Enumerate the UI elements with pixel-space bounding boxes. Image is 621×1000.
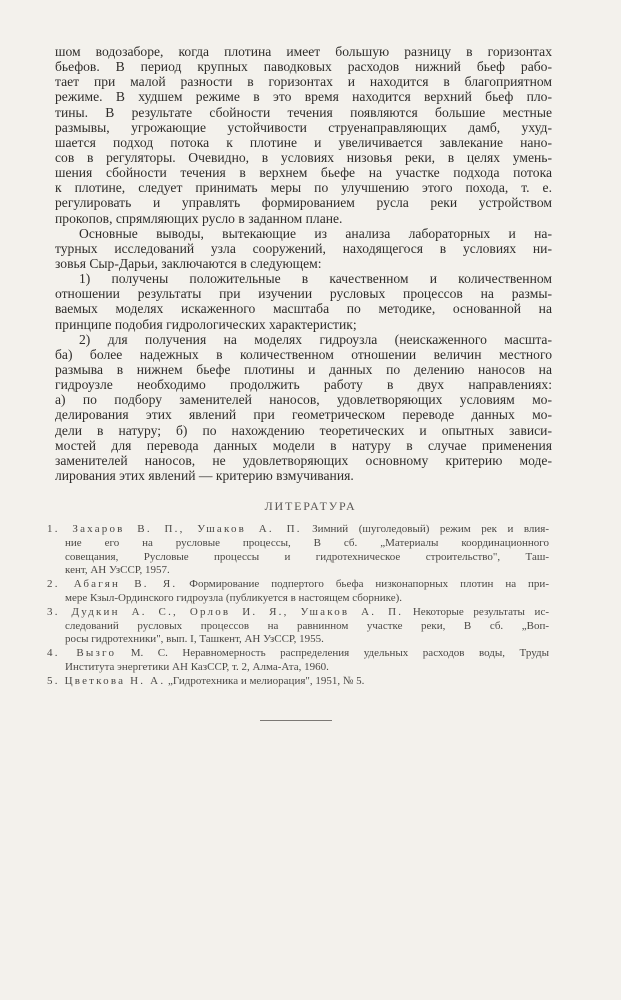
body-line: к плотине, следует принимать меры по улучшению этого похода, т. е. xyxy=(55,180,552,196)
reference-text: „Гидротехника и мелиорация", 1951, № 5. xyxy=(165,674,365,687)
body-line: отношении результаты при изучении русловых процессов на размы- xyxy=(55,286,552,302)
reference-text: Института энергетики АН КазССР, т. 2, Алма-Ата, 1960. xyxy=(65,660,329,673)
body-line: ба) более надежных в количественном отношении величин местного xyxy=(55,346,552,362)
reference-authors: 2. Абагян В. Я. xyxy=(47,578,178,591)
body-line: лирования этих явлений — критерию взмучивания. xyxy=(55,467,354,483)
reference-item xyxy=(47,606,549,647)
body-line: дели в натуру; б) по нахождению теоретических и опытных зависи- xyxy=(55,422,552,438)
body-line: шается подход потока к плотине и увеличивается завлекание нано- xyxy=(55,134,552,150)
reference-text: Некоторые результаты ис- xyxy=(403,605,549,618)
body-line: 1) получены положительные в качественном и количественном xyxy=(79,271,552,287)
reference-text: кент, АН УзССР, 1957. xyxy=(65,564,170,577)
reference-item xyxy=(47,675,549,689)
body-line: размывы, угрожающие устойчивости струенаправляющих дамб, ухуд- xyxy=(55,119,552,135)
reference-authors: 1. Захаров В. П., Ушаков А. П. xyxy=(47,523,302,535)
body-line: режиме. В худшем режиме в это время находится верхний бьеф пло- xyxy=(55,89,552,105)
reference-line xyxy=(47,675,549,689)
body-line: делирования этих явлений при геометрическом переводе данных мо- xyxy=(55,407,552,423)
body-line: а) по подбору заменителей наносов, удовлетворяющих условиям мо- xyxy=(55,392,552,408)
body-line: ваемых моделях искаженного масштаба по методике, основанной на xyxy=(55,301,552,317)
reference-line xyxy=(47,537,549,551)
body-line: заменителей наносов, не удовлетворяющих основному критерию моде- xyxy=(55,452,552,468)
body-line: мостей для перевода данных модели в натуру в случае применения xyxy=(55,437,552,453)
reference-authors: 5. Цветкова Н. А. xyxy=(47,674,166,687)
reference-item xyxy=(47,647,549,675)
reference-text: Зимний (шуголедовый) режим рек и влия- xyxy=(301,523,549,535)
body-line: прокопов, спрямляющих русло в заданном плане. xyxy=(55,210,343,226)
body-line: бьефов. В период крупных паводковых расходов нижний бьеф рабо- xyxy=(55,59,552,75)
body-line: регулировать и управлять формированием русла реки устройством xyxy=(55,195,552,211)
reference-text: Формирование подпертого бьефа низконапорных плотин на при- xyxy=(177,578,549,591)
reference-item xyxy=(47,523,549,578)
reference-authors: 3. Дудкин А. С., Орлов И. Я., Ушаков А. П. xyxy=(47,605,404,618)
reference-text: мере Кзыл-Ординского гидроузла (публикуется в настоящем сборнике). xyxy=(65,591,403,604)
reference-line xyxy=(47,647,549,661)
reference-text: М. С. Неравномерность распределения удельных расходов воды, Труды xyxy=(116,647,549,660)
reference-text: следований русловых процессов на равнинном участке реки, В сб. „Воп- xyxy=(65,619,549,632)
body-line: 2) для получения на моделях гидроузла (неискаженного масшта- xyxy=(79,331,552,347)
body-text xyxy=(55,44,552,483)
body-line: размыва в нижнем бьефе плотины и данных по делению наносов на xyxy=(55,361,552,377)
reference-authors: 4. Вызго xyxy=(47,647,117,660)
body-line: гидроузле необходимо продолжить работу в двух направлениях: xyxy=(55,377,552,393)
body-line: шения сбойности течения в верхнем бьефе на участке подхода потока xyxy=(55,165,552,181)
references-heading: ЛИТЕРАТУРА xyxy=(264,499,357,513)
body-line: зовья Сыр-Дарьи, заключаются в следующем: xyxy=(55,255,322,271)
reference-line xyxy=(47,606,549,620)
body-line: шом водозаборе, когда плотина имеет большую разницу в горизонтах xyxy=(55,44,552,59)
body-line: тины. В результате сбойности течения появляются большие местные xyxy=(55,104,552,120)
reference-line xyxy=(47,620,549,634)
reference-text: совещания, Русловые процессы и гидротехническое строительство", Таш- xyxy=(65,550,549,563)
body-line: Основные выводы, вытекающие из анализа лабораторных и на- xyxy=(79,225,552,241)
reference-line xyxy=(47,578,549,592)
body-line: турных исследований узла сооружений, находящегося в условиях ни- xyxy=(55,240,552,256)
reference-line xyxy=(47,523,549,537)
body-line: тает при малой разности в горизонтах и находится в благоприятном xyxy=(55,74,552,90)
body-line: сов в регуляторы. Очевидно, в условиях низовья реки, в целях умень- xyxy=(55,149,552,165)
reference-text: росы гидротехники", вып. I, Ташкент, АН УзССР, 1955. xyxy=(65,633,324,646)
references-list xyxy=(47,523,549,689)
reference-item xyxy=(47,578,549,606)
reference-line xyxy=(47,551,549,565)
reference-line xyxy=(47,564,549,578)
reference-text: ние его на русловые процессы, В сб. „Материалы координационного xyxy=(65,536,549,549)
reference-line xyxy=(47,633,549,647)
reference-line xyxy=(47,592,549,606)
reference-line xyxy=(47,661,549,675)
end-rule xyxy=(260,720,332,721)
body-line: принципе подобия гидрологических характеристик; xyxy=(55,316,357,332)
